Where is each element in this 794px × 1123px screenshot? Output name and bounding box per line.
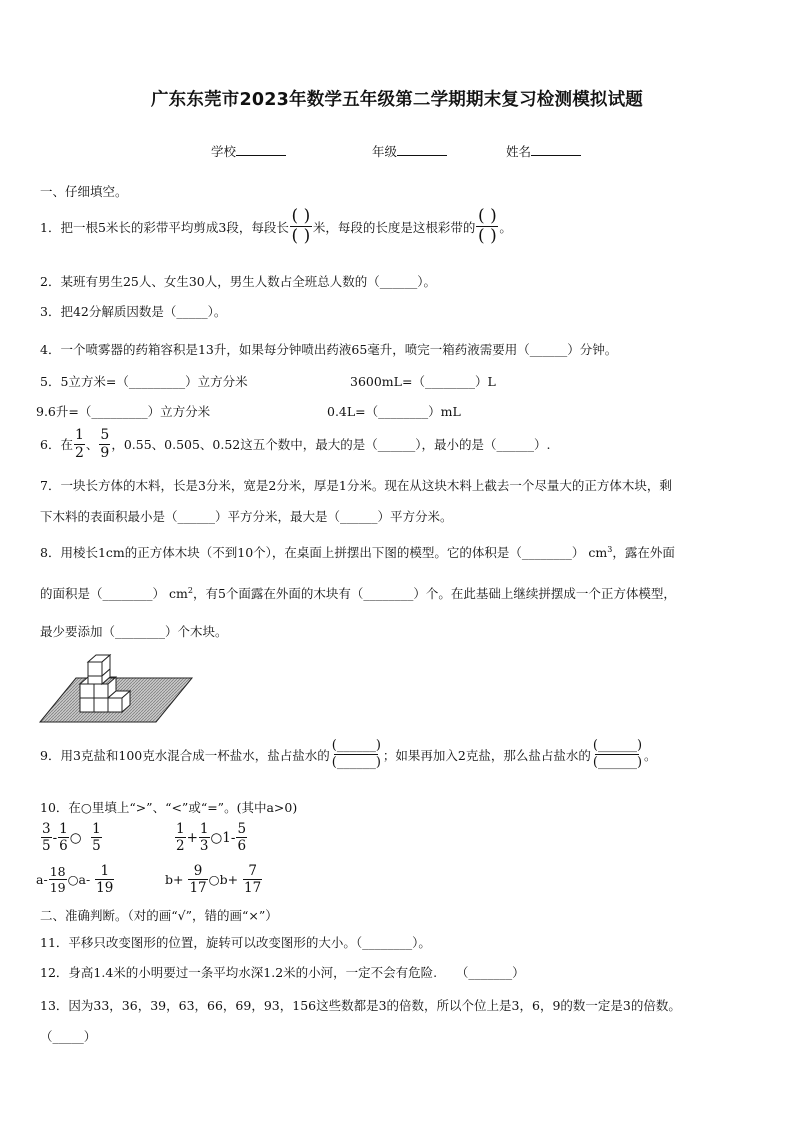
cube-model-figure	[36, 646, 196, 726]
school-field	[211, 142, 286, 160]
name-label: 姓名	[506, 144, 532, 159]
school-label: 学校	[211, 144, 237, 159]
question-3: 3．把42分解质因数是（_____）。	[40, 304, 227, 319]
question-5a: 5．5立方米=（_________）立方分米	[40, 374, 248, 389]
q1-text-b: 米，每段的长度是这根彩带的	[312, 219, 476, 235]
question-5b: 3600mL=（________）L	[350, 374, 496, 389]
name-blank[interactable]	[531, 142, 581, 156]
question-8-line-2: 的面积是（________） $cm^2$，有5个面露在外面的木块有（________）个。在此基础上继续拼摆成一个正方体模型，	[40, 585, 676, 601]
page-title: 广东东莞市2023年数学五年级第二学期期末复习检测模拟试题	[150, 90, 643, 110]
q1-text-a: 1．把一根5米长的彩带平均剪成3段，每段长	[40, 219, 289, 235]
question-5d: 0.4L=（________）mL	[327, 404, 461, 419]
q10-circle-2[interactable]: ○1-	[210, 829, 236, 846]
q10-circle-1[interactable]: ○	[69, 829, 82, 846]
q9-text-c: 。	[644, 747, 657, 763]
q6-separator: 、	[85, 437, 99, 453]
q9-text-b: ；如果再加入2克盐，那么盐占盐水的	[382, 747, 591, 763]
question-8-line-1: 8．用棱长1cm的正方体木块（不到10个），在桌面上拼摆出下图的模型。它的体积是（________） $cm^3$，露在外面	[40, 544, 675, 560]
q10-expression-3: a- $\frac{18}{19}$ ○a- $\frac{1}{19}$	[36, 863, 114, 897]
question-7-line-1: 7．一块长方体的木料，长是3分米，宽是2分米，厚是1分米。现在从这块木料上截去一个尽量大的正方体木块，剩	[40, 478, 672, 493]
school-blank[interactable]	[236, 142, 286, 156]
question-12: 12．身高1.4米的小明要过一条平均水深1.2米的小河，一定不会有危险. （_______）	[40, 965, 525, 980]
q1-text-c: 。	[499, 219, 512, 235]
q1-blank-fraction-1[interactable]: ( ) ( )	[291, 206, 311, 246]
q10-expression-4: b+ $\frac{9}{17}$ ○b+ $\frac{7}{17}$	[165, 863, 262, 897]
q6-text-a: 6．在	[40, 437, 73, 453]
question-10-heading: 10．在○里填上“>”、“<”或“=”。(其中a>0)	[40, 800, 298, 815]
q10-circle-4[interactable]: ○b+	[208, 872, 239, 888]
question-5c: 9.6升=（_________）立方分米	[36, 404, 211, 419]
question-13-line-2[interactable]: （_____）	[40, 1029, 97, 1044]
q9-text-a: 9．用3克盐和100克水混合成一杯盐水，盐占盐水的	[40, 747, 330, 763]
grade-label: 年级	[372, 144, 398, 159]
q10-expression-1: $\frac{3}{5}$ - $\frac{1}{6}$ ○ $\frac{1}{5}$	[42, 821, 101, 855]
question-4: 4．一个喷雾器的药箱容积是13升，如果每分钟喷出药液65毫升，喷完一箱药液需要用（______）分钟。	[40, 342, 618, 357]
q9-blank-fraction-1[interactable]: (______) (______)	[331, 738, 381, 770]
q6-text-b: ，0.55、0.505、0.52这五个数中，最大的是（______），最小的是（______）.	[111, 437, 551, 453]
question-7-line-2: 下木料的表面积最小是（______）平方分米，最大是（______）平方分米。	[40, 509, 453, 524]
question-11: 11．平移只改变图形的位置，旋转可以改变图形的大小。（________）。	[40, 935, 431, 950]
section-1-heading: 一、仔细填空。	[40, 184, 128, 199]
question-9	[40, 738, 657, 771]
q10-expression-2: $\frac{1}{2}$ + $\frac{1}{3}$ ○1- $\frac{5}{6}$	[176, 821, 247, 855]
question-6	[40, 428, 551, 460]
grade-field	[372, 142, 447, 160]
name-field	[506, 142, 581, 160]
q6-fraction-1: $\frac{1}{2}$	[74, 427, 84, 461]
question-8-line-3: 最少要添加（________）个木块。	[40, 624, 228, 639]
q1-blank-fraction-2[interactable]: ( ) ( )	[478, 206, 497, 246]
q9-blank-fraction-2[interactable]: (______) (______)	[592, 738, 643, 770]
section-2-heading: 二、准确判断。（对的画“√”，错的画“×”）	[40, 908, 278, 923]
q10-circle-3[interactable]: ○a-	[67, 872, 91, 888]
question-1	[40, 208, 512, 245]
question-13-line-1: 13．因为33，36，39，63，66，69，93，156这些数都是3的倍数，所以个位上是3，6，9的数一定是3的倍数。	[40, 998, 681, 1013]
question-2: 2．某班有男生25人、女生30人，男生人数占全班总人数的（______）。	[40, 274, 437, 289]
grade-blank[interactable]	[397, 142, 447, 156]
q6-fraction-2: $\frac{5}{9}$	[100, 427, 110, 461]
